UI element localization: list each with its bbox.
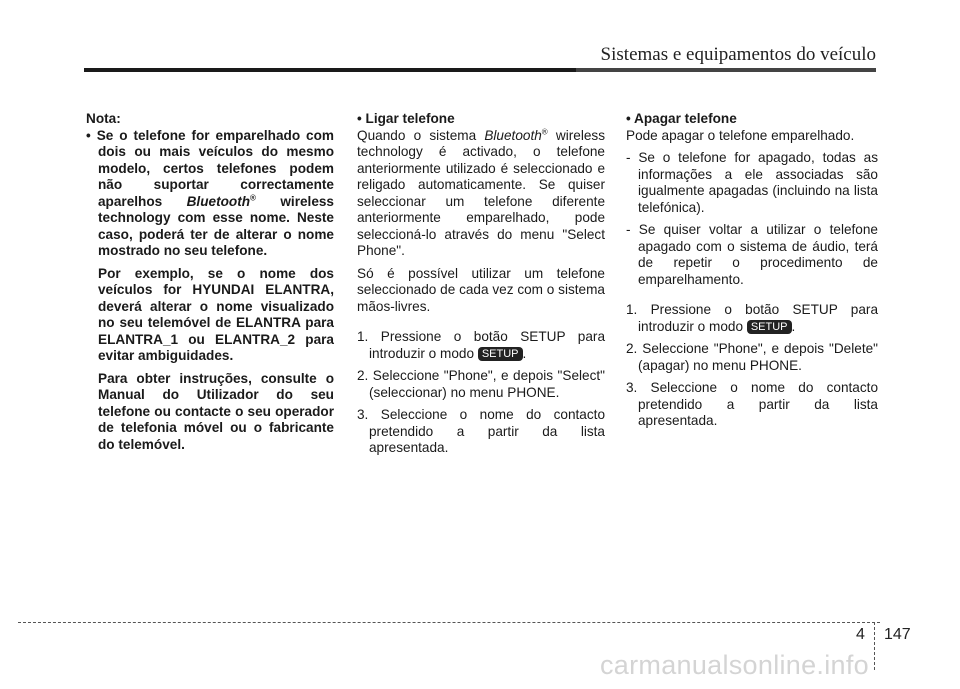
connect-phone-column: [357, 111, 605, 457]
connect-handsfree-paragraph: Só é possível utilizar um telefone seleccionado de cada vez com o sistema mãos-livres.: [357, 265, 605, 314]
delete-step-1: [626, 302, 878, 335]
step-1-end: .: [522, 345, 527, 361]
bluetooth-brand: Bluetooth: [484, 127, 542, 143]
connect-step-2: 2. Seleccione "Phone", e depois "Select" (seleccionar) no menu PHONE.: [357, 368, 605, 400]
connect-intro-post: wireless technology é activado, o telefone anteriormente utilizado é seleccionado e religado automaticamente. Se quiser seleccionar um telefone diferente anteriormente emparelhado, pode seleccioná-lo através do menu "Select Phone".: [357, 127, 605, 258]
delete-dash-2: - Se quiser voltar a utilizar o telefone apagado com o sistema de áudio, terá de repetir o procedimento de emparelhamento.: [626, 222, 878, 287]
registered-mark: ®: [250, 192, 256, 202]
setup-button-icon: SETUP: [747, 320, 792, 334]
setup-button-icon: SETUP: [478, 347, 523, 361]
header-rule: [84, 68, 876, 72]
connect-phone-heading: • Ligar telefone: [357, 111, 455, 126]
chapter-number: 4: [856, 626, 865, 643]
step-1-text: 1. Pressione o botão SETUP para introduzir o modo: [626, 302, 878, 334]
registered-mark: ®: [541, 126, 548, 136]
bluetooth-brand: Bluetooth: [186, 193, 251, 209]
note-column: [86, 111, 334, 453]
note-label: Nota:: [86, 111, 121, 126]
step-1-text: 1. Pressione o botão SETUP para introduzir o modo: [357, 329, 605, 361]
bullet-symbol: •: [86, 127, 91, 143]
delete-step-3: 3. Seleccione o nome do contacto pretendido a partir da lista apresentada.: [626, 380, 878, 428]
connect-intro-pre: Quando o sistema: [357, 127, 485, 143]
delete-phone-heading: • Apagar telefone: [626, 111, 737, 126]
delete-step-2: 2. Seleccione "Phone", e depois "Delete" (apagar) no menu PHONE.: [626, 341, 878, 373]
page-number: 147: [884, 626, 911, 643]
step-1-end: .: [791, 318, 796, 334]
note-text-pre: Se o telefone for emparelhado com dois ou mais veículos do mesmo modelo, certos telefones podem não suportar correctamente aparelhos: [96, 127, 334, 209]
footer-rule: [18, 622, 880, 623]
delete-dash-1: - Se o telefone for apagado, todas as informações a ele associadas são igualmente apagadas (incluindo na lista telefónica).: [626, 150, 878, 215]
connect-step-1: [357, 329, 605, 362]
watermark-logo: carmanualsonline.info: [600, 650, 869, 680]
delete-phone-column: [626, 111, 878, 430]
section-title: Sistemas e equipamentos do veículo: [600, 44, 876, 65]
note-example-paragraph: Por exemplo, se o nome dos veículos for HYUNDAI ELANTRA, deverá alterar o nome visualizado no seu telemóvel de ELANTRA para ELANTRA_1 ou ELANTRA_2 para evitar ambiguidades.: [98, 265, 334, 363]
note-bullet-paragraph: [86, 128, 334, 260]
note-text-post: wireless technology com esse nome. Neste caso, poderá ter de alterar o nome mostrado no seu telefone.: [98, 193, 334, 258]
connect-step-3: 3. Seleccione o nome do contacto pretendido a partir da lista apresentada.: [357, 407, 605, 455]
note-instructions-paragraph: Para obter instruções, consulte o Manual do Utilizador do seu telefone ou contacte o seu operador de telefonia móvel ou o fabricante do telemóvel.: [98, 370, 334, 452]
connect-intro-paragraph: [357, 128, 605, 260]
delete-intro-paragraph: Pode apagar o telefone emparelhado.: [626, 127, 855, 143]
